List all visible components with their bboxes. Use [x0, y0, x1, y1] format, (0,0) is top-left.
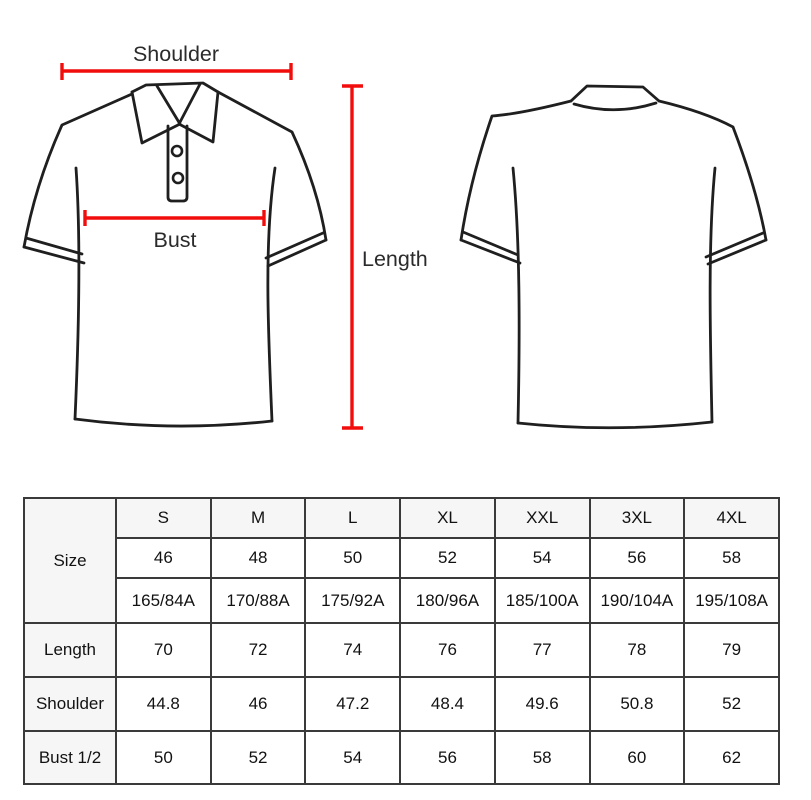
- column-header-cell: M: [211, 498, 306, 538]
- back-left-cuff: [461, 232, 520, 263]
- row-label-cell: Length: [24, 623, 116, 677]
- table-cell: 52: [400, 538, 495, 578]
- button-icon: [172, 146, 182, 156]
- bust-label: Bust: [153, 228, 197, 252]
- table-cell: 170/88A: [211, 578, 306, 623]
- table-cell: 48: [211, 538, 306, 578]
- table-cell: 195/108A: [684, 578, 779, 623]
- column-header-cell: XXL: [495, 498, 590, 538]
- table-cell: 165/84A: [116, 578, 211, 623]
- table-cell: 79: [684, 623, 779, 677]
- back-hem: [518, 422, 712, 428]
- table-cell: 78: [590, 623, 685, 677]
- front-shirt: [24, 83, 326, 426]
- front-hem: [75, 419, 272, 426]
- row-label-cell: Size: [24, 498, 116, 623]
- table-cell: 60: [590, 731, 685, 784]
- table-cell: 180/96A: [400, 578, 495, 623]
- table-cell: 58: [684, 538, 779, 578]
- size-chart-table: [23, 497, 780, 785]
- table-cell: 185/100A: [495, 578, 590, 623]
- table-cell: 56: [400, 731, 495, 784]
- table-cell: 62: [684, 731, 779, 784]
- table-cell: 52: [684, 677, 779, 731]
- table-cell: 52: [211, 731, 306, 784]
- back-right-cuff: [706, 233, 766, 264]
- front-body-seams: [75, 168, 275, 421]
- front-left-cuff: [24, 238, 84, 263]
- length-label: Length: [362, 247, 428, 271]
- table-cell: 190/104A: [590, 578, 685, 623]
- button-icon: [173, 173, 183, 183]
- table-cell: 54: [305, 731, 400, 784]
- back-body-seams: [513, 168, 715, 423]
- column-header-cell: S: [116, 498, 211, 538]
- column-header-cell: XL: [400, 498, 495, 538]
- shoulder-label: Shoulder: [132, 42, 220, 66]
- table-cell: 50.8: [590, 677, 685, 731]
- table-cell: 70: [116, 623, 211, 677]
- back-shirt: [461, 86, 766, 428]
- table-cell: 46: [211, 677, 306, 731]
- back-collar: [571, 86, 659, 110]
- table-cell: 47.2: [305, 677, 400, 731]
- row-label-cell: Bust 1/2: [24, 731, 116, 784]
- table-cell: 50: [305, 538, 400, 578]
- bust-dimension-line: [85, 210, 264, 226]
- front-right-cuff: [266, 233, 326, 266]
- column-header-cell: L: [305, 498, 400, 538]
- column-header-cell: 3XL: [590, 498, 685, 538]
- column-header-cell: 4XL: [684, 498, 779, 538]
- row-label-cell: Shoulder: [24, 677, 116, 731]
- table-cell: 48.4: [400, 677, 495, 731]
- table-cell: 44.8: [116, 677, 211, 731]
- front-collar-left-flap: [132, 86, 180, 143]
- table-cell: 50: [116, 731, 211, 784]
- table-cell: 56: [590, 538, 685, 578]
- table-cell: 175/92A: [305, 578, 400, 623]
- table-cell: 54: [495, 538, 590, 578]
- table-cell: 49.6: [495, 677, 590, 731]
- table-cell: 77: [495, 623, 590, 677]
- length-dimension-line: [342, 86, 363, 428]
- front-collar-right-flap: [179, 84, 218, 142]
- table-cell: 46: [116, 538, 211, 578]
- front-collar: [132, 83, 218, 92]
- table-cell: 72: [211, 623, 306, 677]
- table-cell: 58: [495, 731, 590, 784]
- front-placket: [168, 126, 187, 201]
- table-cell: 76: [400, 623, 495, 677]
- table-cell: 74: [305, 623, 400, 677]
